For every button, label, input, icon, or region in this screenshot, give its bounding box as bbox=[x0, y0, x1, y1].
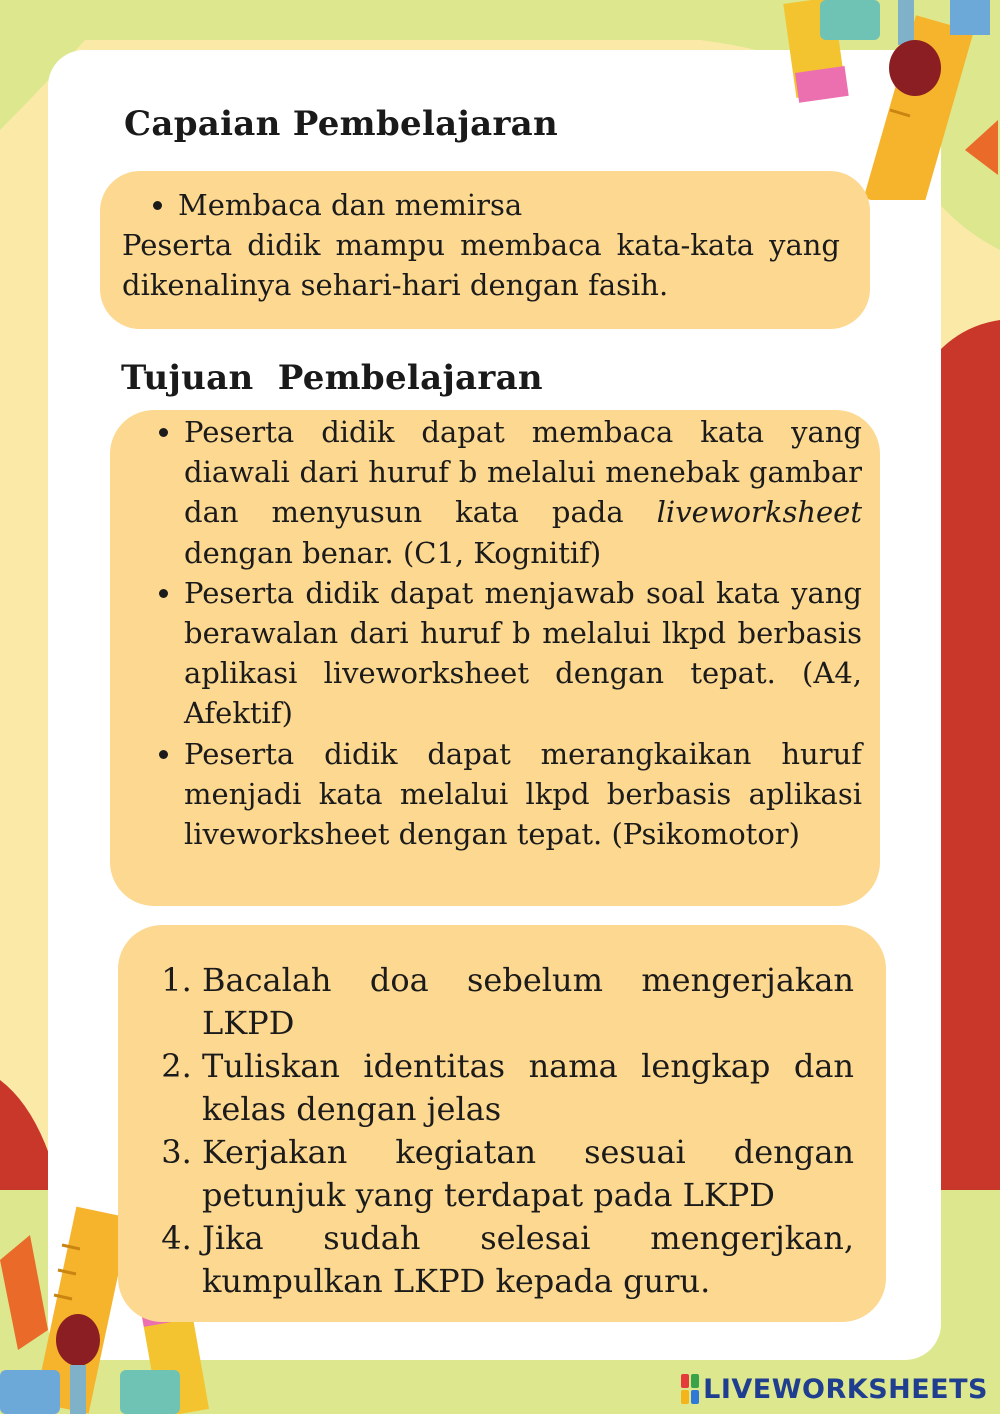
capaian-heading: Capaian Pembelajaran bbox=[124, 104, 559, 144]
tujuan-item-3: • Peserta didik dapat merangkaikan huruf menjadi kata melalui lkpd berbasis aplikasi liveworksheet dengan tepat. (Psikomotor) bbox=[184, 734, 862, 855]
capaian-bullet: • Membaca dan memirsa bbox=[178, 185, 840, 225]
eraser-icon bbox=[0, 1370, 60, 1414]
petunjuk-item-3: 3. Kerjakan kegiatan sesuai dengan petunjuk yang terdapat pada LKPD bbox=[202, 1131, 854, 1217]
logo-mark-icon bbox=[681, 1374, 699, 1404]
crayon-icon bbox=[965, 120, 998, 175]
liveworksheets-logo bbox=[681, 1372, 988, 1406]
petunjuk-list bbox=[202, 959, 854, 1303]
capaian-box bbox=[100, 171, 870, 329]
stationery-top-right-illustration bbox=[780, 0, 1000, 200]
petunjuk-item-2: 2. Tuliskan identitas nama lengkap dan kelas dengan jelas bbox=[202, 1045, 854, 1131]
capaian-text: Peserta didik mampu membaca kata-kata yang dikenalinya sehari-hari dengan fasih. bbox=[122, 228, 840, 302]
tujuan-item-1: • Peserta didik dapat membaca kata yang diawali dari huruf b melalui menebak gambar dan menyusun kata pada liveworksheet dengan benar. (C1, Kognitif) bbox=[184, 412, 862, 573]
crayon-icon bbox=[0, 1235, 48, 1350]
petunjuk-item-1: 1. Bacalah doa sebelum mengerjakan LKPD bbox=[202, 959, 854, 1045]
tujuan-box bbox=[110, 410, 880, 906]
liveworksheet-emphasis: liveworksheet bbox=[656, 495, 862, 530]
tujuan-item-2: • Peserta didik dapat menjawab soal kata yang berawalan dari huruf b melalui lkpd berbasis aplikasi liveworksheet dengan tepat. (A4, Afektif) bbox=[184, 573, 862, 734]
petunjuk-item-4: 4. Jika sudah selesai mengerjkan, kumpulkan LKPD kepada guru. bbox=[202, 1217, 854, 1303]
capaian-bullet-list bbox=[122, 185, 840, 225]
sharpener-icon bbox=[820, 0, 880, 40]
logo-text: LIVEWORKSHEETS bbox=[703, 1373, 988, 1405]
tujuan-list bbox=[184, 412, 862, 854]
sharpener-icon bbox=[120, 1370, 180, 1414]
petunjuk-box bbox=[118, 925, 886, 1322]
tujuan-heading: Tujuan Pembelajaran bbox=[121, 358, 543, 398]
